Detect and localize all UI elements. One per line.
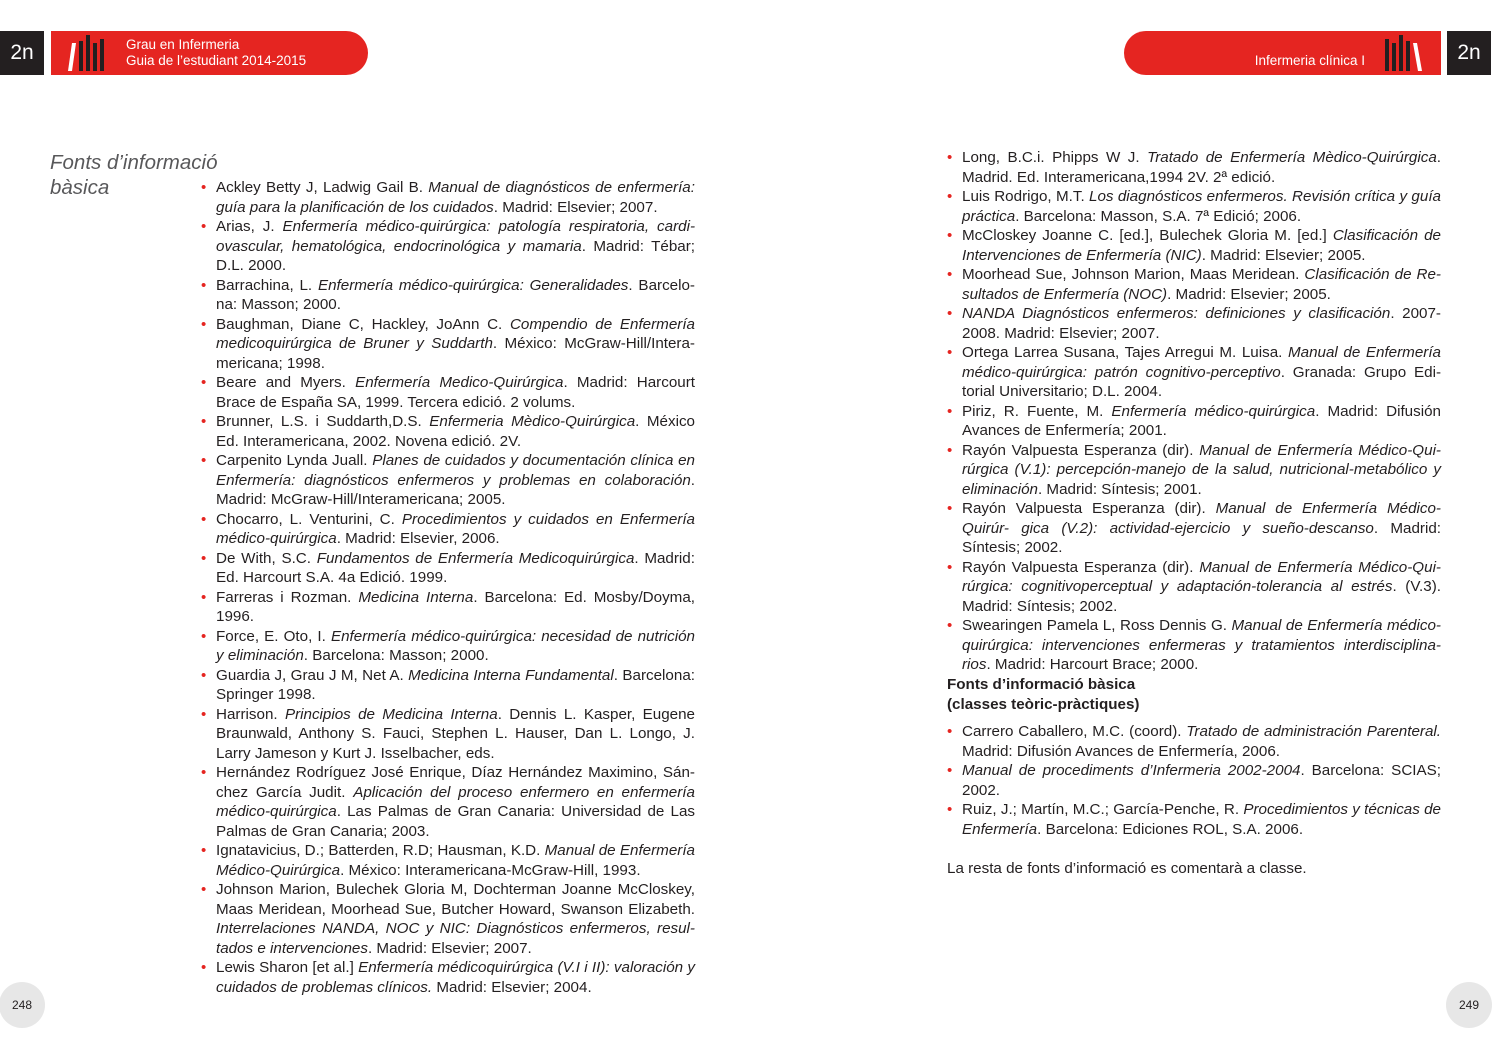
reference-title: Manual de Enfermería Médico-Quirúrgica (216, 842, 695, 879)
reference-title: Enfermería médico-quirúrgica: necesidad de nutrición y eliminación (216, 627, 695, 664)
reference-publication: . Madrid: Síntesis; 2002. (962, 519, 1441, 556)
page-number-right: 249 (1446, 982, 1492, 1028)
reference-publication: . Madrid: Tébar; D.L. 2000. (216, 237, 696, 274)
reference-publication: . Madrid: Difusión Avances de Enfermería; 2001. (962, 402, 1441, 439)
reference-publication: . México: Interamericana-McGraw-Hill, 1993. (340, 861, 641, 879)
reference-publication: . Madrid: Elsevier; 2007. (367, 939, 532, 957)
reference-title: Manual de Enfermería Médico-Qui- rúrgica: cognitivoperceptual y adaptación-tolerancia al estrés (962, 558, 1441, 595)
reference-publication: . Barcelona: Masson; 2000. (303, 647, 489, 664)
books-logo-icon (65, 35, 111, 71)
reference-publication: . 2007- 2008. Madrid: Elsevier; 2007. (962, 305, 1441, 342)
reference-authors: Carrero Caballero, M.C. (coord). (962, 723, 1187, 740)
header-program-text (126, 37, 306, 69)
header-band-left (51, 31, 368, 75)
reference-title: Manual de Enfermería Médico-Qui- rúrgica (V.1): percepción-manejo de la salud, nutricional-metabólico y eliminación (962, 441, 1441, 498)
reference-publication: . Madrid: Elsevier, 2006. (336, 530, 500, 547)
reference-publication: . Madrid: Elsevier; 2005. (1201, 246, 1366, 264)
reference-title: Enfermeria Mèdico-Quirúrgica (429, 413, 636, 430)
reference-authors: Rayón Valpuesta Esperanza (dir). (962, 500, 1216, 517)
reference-title: Medicina Interna Fundamental (408, 666, 614, 684)
reference-publication: . Barcelona: Ediciones ROL, S.A. 2006. (1037, 820, 1304, 838)
reference-item (201, 373, 695, 412)
reference-authors: Arias, J. (216, 218, 283, 235)
section-title-line2: bàsica (50, 176, 110, 199)
reference-authors: Moorhead Sue, Johnson Marion, Maas Meridean. (962, 266, 1305, 283)
reference-publication: . Madrid: McGraw-Hill/Interamericana; 2005. (216, 471, 695, 508)
reference-publication: . Barcelona: Springer 1998. (216, 666, 695, 703)
reference-authors: Baughman, Diane C, Hackley, JoAnn C. (216, 315, 510, 333)
reference-authors: Johnson Marion, Bulechek Gloria M, Dochterman Joanne McCloskey, Maas Meridean, Moorhead Sue, Butcher Howard, Swanson Elizabeth. (216, 881, 695, 918)
reference-authors: Brunner, L.S. i Suddarth,D.S. (216, 413, 430, 430)
reference-title: Clasificación de Re- sultados de Enfermería (NOC) (962, 266, 1441, 303)
reference-authors: Ignatavicius, D.; Batterden, R.D; Hausman, K.D. (216, 842, 545, 859)
reference-item (947, 441, 1441, 500)
reference-publication: . Madrid: Síntesis; 2001. (1037, 480, 1202, 498)
practical-reference-list (947, 722, 1441, 839)
page-number-left: 248 (0, 982, 45, 1028)
reference-item (947, 148, 1441, 187)
reference-publication: . Barcelo- na: Masson; 2000. (216, 276, 695, 313)
reference-title: Principios de Medicina Interna (284, 705, 498, 723)
reference-item (201, 588, 695, 627)
reference-item (947, 402, 1441, 441)
reference-title: Enfermería Medico-Quirúrgica (355, 374, 564, 391)
reference-title: Planes de cuidados y documentación clínica en Enfermería: diagnósticos enfermeros y problemas en colaboración (216, 452, 695, 489)
reference-authors: Farreras i Rozman. (216, 588, 359, 606)
reference-item (947, 187, 1441, 226)
reference-authors: Piriz, R. Fuente, M. (962, 402, 1112, 420)
reference-title: Aplicación del proceso enfermero en enfermería médico-quirúrgica (216, 783, 695, 820)
reference-publication: . Madrid: Ed. Harcourt S.A. 4a Edició. 1999. (216, 549, 695, 586)
reference-publication: . Madrid: Harcourt Brace de España SA, 1999. Tercera edició. 2 volums. (216, 374, 695, 411)
reference-title: Procedimientos y técnicas de Enfermería (962, 801, 1441, 838)
reference-publication: . México: McGraw-Hill/Intera- mericana; 1998. (216, 335, 695, 372)
reference-authors: Ackley Betty J, Ladwig Gail B. (216, 179, 429, 196)
reference-item (201, 666, 695, 705)
reference-publication: . Barcelona: SCIAS; 2002. (962, 762, 1441, 799)
reference-item (201, 958, 695, 997)
reference-authors: Barrachina, L. (216, 276, 318, 294)
reference-publication: Madrid: Difusión Avances de Enfermería, 2006. (962, 742, 1280, 760)
reference-authors: Luis Rodrigo, M.T. (962, 188, 1090, 205)
reference-authors: Ruiz, J.; Martín, M.C.; García-Penche, R. (962, 801, 1244, 818)
reference-publication: . Madrid: Harcourt Brace; 2000. (986, 656, 1199, 673)
reference-title: Clasificación de Intervenciones de Enfermería (NIC) (962, 227, 1441, 264)
reference-publication: . Barcelona: Ed. Mosby/Doyma, 1996. (216, 588, 695, 625)
header-band-right (1124, 31, 1441, 75)
reference-authors: Swearingen Pamela L, Ross Dennis G. (962, 617, 1232, 634)
reference-item (947, 499, 1441, 558)
reference-authors: Rayón Valpuesta Esperanza (dir). (962, 441, 1200, 459)
reference-publication: . Madrid: Elsevier; 2005. (1167, 285, 1331, 303)
reference-title: Procedimientos y cuidados en Enfermería médico-quirúrgica (216, 510, 695, 547)
reference-authors: De With, S.C. (216, 549, 317, 567)
program-name: Grau en Infermeria (126, 37, 240, 52)
reference-item (947, 265, 1441, 304)
reference-item (947, 616, 1441, 675)
reference-publication: . Las Palmas de Gran Canaria: Universidad de Las Palmas de Gran Canaria; 2003. (216, 803, 695, 840)
reference-publication: . (V.3). Madrid: Síntesis; 2002. (962, 578, 1441, 615)
reference-authors: Carpenito Lynda Juall. (216, 452, 373, 469)
reference-item (947, 558, 1441, 617)
reference-title: Enfermería médico-quirúrgica: Generalidades (317, 276, 629, 294)
reference-item (201, 451, 695, 510)
reference-title: Manual de procediments d’Infermeria 2002-2004 (962, 762, 1301, 779)
reference-publication: Madrid: Elsevier; 2004. (432, 978, 592, 996)
reference-title: Interrelaciones NANDA, NOC y NIC: Diagnósticos enfermeros, resul- tados e intervenciones (216, 920, 695, 957)
reference-item (201, 412, 695, 451)
reference-publication: . Madrid. Ed. Interamericana,1994 2V. 2ª edició. (962, 149, 1441, 186)
reference-authors: McCloskey Joanne C. [ed.], Bulechek Gloria M. [ed.] (962, 227, 1333, 244)
reference-publication: . Dennis L. Kasper, Eugene Braunwald, Anthony S. Fauci, Stephen L. Hauser, Dan L. Longo, J. Larry Jameson y Kurt J. Isselbacher, eds. (216, 705, 696, 762)
reference-authors: Chocarro, L. Venturini, C. (216, 510, 402, 528)
reference-title: Medicina Interna (358, 588, 474, 606)
reference-authors: Hernández Rodríguez José Enrique, Díaz Hernández Maximino, Sán- chez García Judit. (216, 764, 695, 801)
sub-heading (947, 675, 1441, 714)
reference-item (947, 226, 1441, 265)
reference-item (201, 705, 695, 764)
reference-item (201, 880, 695, 958)
reference-item (201, 627, 695, 666)
reference-title: Manual de diagnósticos de enfermería: guía para la planificación de los cuidados (216, 179, 695, 216)
reference-title: Manual de Enfermería médico- quirúrgica: intervenciones enfermeras y tratamientos interdisciplina- rios (962, 617, 1441, 673)
reference-title: Manual de Enfermería Médico-Quirúr- gica (V.2): actividad-ejercicio y sueño-descanso (962, 500, 1441, 537)
guide-year: Guia de l’estudiant 2014-2015 (126, 53, 307, 68)
reference-title: NANDA Diagnósticos enfermeros: definiciones y clasificación (962, 305, 1391, 322)
books-logo-icon (1381, 35, 1427, 71)
reference-authors: Force, E. Oto, I. (216, 627, 331, 645)
reference-item (201, 510, 695, 549)
reference-authors: Lewis Sharon [et al.] (216, 959, 359, 976)
reference-title: Los diagnósticos enfermeros. Revisión crítica y guía práctica (962, 188, 1441, 225)
course-year-badge-right: 2n (1447, 31, 1491, 75)
reference-title: Compendio de Enfermería medicoquirúrgica de Bruner y Suddarth (216, 315, 695, 352)
sub-heading-line2: (classes teòric-pràctiques) (947, 695, 1140, 713)
reference-item (947, 800, 1441, 839)
course-year-badge-left: 2n (0, 31, 44, 75)
reference-item (201, 178, 695, 217)
reference-item (947, 304, 1441, 343)
reference-item (201, 315, 695, 374)
reference-authors: Rayón Valpuesta Esperanza (dir). (962, 558, 1200, 576)
reference-authors: Beare and Myers. (216, 374, 356, 391)
reference-item (201, 841, 695, 880)
reference-publication: . Madrid: Elsevier; 2007. (493, 198, 658, 216)
reference-authors: Ortega Larrea Susana, Tajes Arregui M. Luisa. (962, 344, 1288, 361)
reference-item (201, 276, 695, 315)
left-reference-list (201, 178, 695, 997)
sub-heading-line1: Fonts d’informació bàsica (947, 676, 1136, 693)
reference-title: Tratado de administración Parenteral. (1186, 723, 1441, 740)
reference-item (947, 343, 1441, 402)
reference-title: Enfermería médicoquirúrgica (V.I i II): valoración y cuidados de problemas clínicos. (216, 959, 696, 996)
section-title-line1: Fonts d’informació (50, 151, 218, 174)
reference-title: Fundamentos de Enfermería Medicoquirúrgica (316, 549, 635, 567)
reference-title: Enfermería médico-quirúrgica: patología respiratoria, cardi- ovascular, hematológica, endocrinológica y mamaria (216, 218, 695, 255)
reference-title: Manual de Enfermería médico-quirúrgica: patrón cognitivo-perceptivo (962, 344, 1441, 381)
reference-publication: . Granada: Grupo Edi- torial Universitario; D.L. 2004. (962, 363, 1442, 400)
course-title: Infermeria clínica I (1254, 53, 1365, 68)
reference-item (201, 763, 695, 841)
right-reference-list (947, 148, 1441, 675)
reference-publication: . Barcelona: Masson, S.A. 7ª Edició; 2006. (1015, 207, 1302, 225)
reference-item (947, 761, 1441, 800)
reference-title: Enfermería médico-quirúrgica (1111, 402, 1316, 420)
reference-item (201, 549, 695, 588)
reference-title: Tratado de Enfermería Mèdico-Quirúrgica (1147, 149, 1437, 166)
reference-item (201, 217, 695, 276)
reference-authors: Harrison. (216, 705, 285, 723)
reference-authors: Guardia J, Grau J M, Net A. (216, 666, 409, 684)
reference-authors: Long, B.C.i. Phipps W J. (962, 149, 1148, 166)
reference-item (947, 722, 1441, 761)
reference-publication: . México Ed. Interamericana, 2002. Novena edició. 2V. (216, 413, 696, 450)
closing-note: La resta de fonts d’informació es comentarà a classe. (947, 860, 1307, 877)
